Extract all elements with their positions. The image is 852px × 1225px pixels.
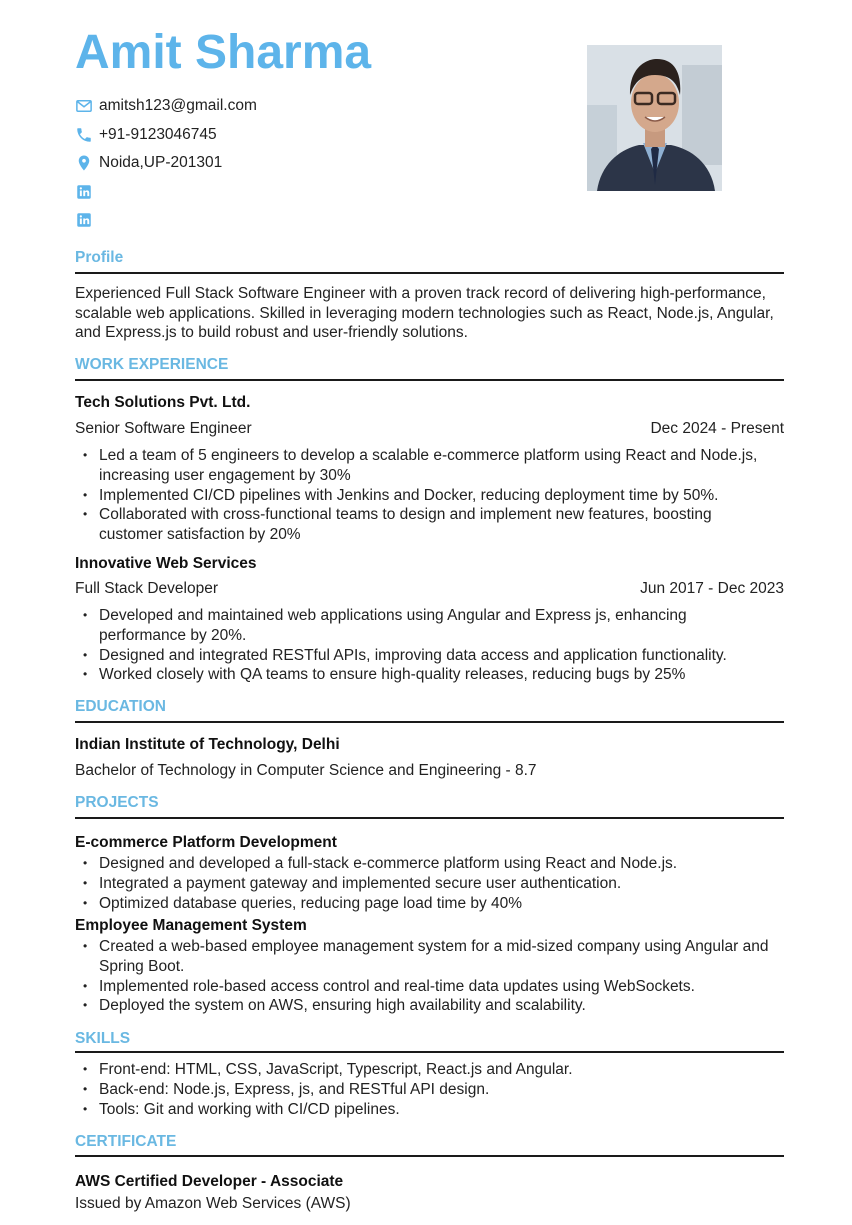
contact-list xyxy=(75,92,257,235)
section-divider xyxy=(75,817,784,819)
job-role: Senior Software Engineer xyxy=(75,420,252,437)
section-divider xyxy=(75,272,784,274)
list-item: • Worked closely with QA teams to ensure high-quality releases, reducing bugs by 25% xyxy=(75,665,770,685)
project-name: Employee Management System xyxy=(75,917,307,934)
phone-icon xyxy=(75,126,93,144)
section-title-work: WORK EXPERIENCE xyxy=(75,356,229,373)
candidate-name: Amit Sharma xyxy=(75,26,372,79)
skills-bullets xyxy=(75,1060,784,1119)
list-item: • Integrated a payment gateway and implemented secure user authentication. xyxy=(75,874,784,894)
certificate-name: AWS Certified Developer - Associate xyxy=(75,1173,344,1190)
location-text: Noida,UP-201301 xyxy=(99,154,223,172)
list-item: • Front-end: HTML, CSS, JavaScript, Typescript, React.js and Angular. xyxy=(75,1060,784,1080)
job-role-row xyxy=(75,420,784,438)
job-bullets xyxy=(75,606,770,685)
job-company: Tech Solutions Pvt. Ltd. xyxy=(75,394,251,411)
list-item: • Led a team of 5 engineers to develop a scalable e-commerce platform using React and Node.js, increasing user engagement by 30% xyxy=(75,446,765,486)
contact-email[interactable] xyxy=(75,92,257,121)
envelope-icon xyxy=(75,97,93,115)
linkedin-icon[interactable] xyxy=(75,211,93,229)
contact-linkedin-2[interactable] xyxy=(75,206,257,235)
section-divider xyxy=(75,721,784,723)
list-item: • Collaborated with cross-functional teams to design and implement new features, boosting customer satisfaction by 20% xyxy=(75,505,765,545)
job-dates: Jun 2017 - Dec 2023 xyxy=(640,580,784,597)
list-item: • Implemented role-based access control and real-time data updates using WebSockets. xyxy=(75,977,780,997)
list-item: • Tools: Git and working with CI/CD pipelines. xyxy=(75,1100,784,1120)
job-bullets xyxy=(75,446,765,545)
list-item: • Deployed the system on AWS, ensuring high availability and scalability. xyxy=(75,996,780,1016)
project-bullets xyxy=(75,854,784,913)
job-role-row xyxy=(75,580,784,598)
project-name: E-commerce Platform Development xyxy=(75,834,337,851)
profile-photo xyxy=(587,45,722,191)
section-title-profile: Profile xyxy=(75,249,124,266)
list-item: • Implemented CI/CD pipelines with Jenkins and Docker, reducing deployment time by 50%. xyxy=(75,486,765,506)
profile-summary: Experienced Full Stack Software Engineer with a proven track record of delivering high-performance, scalable web applications. Skilled in leveraging modern technologies such as React, Node.js, Angular, and Express.js to build robust and user-friendly solutions. xyxy=(75,285,774,341)
education-degree: Bachelor of Technology in Computer Science and Engineering - 8.7 xyxy=(75,762,537,779)
section-divider xyxy=(75,1155,784,1157)
job-company: Innovative Web Services xyxy=(75,555,257,572)
section-divider xyxy=(75,379,784,381)
list-item: • Designed and developed a full-stack e-commerce platform using React and Node.js. xyxy=(75,854,784,874)
project-bullets xyxy=(75,937,780,1016)
section-divider xyxy=(75,1051,784,1053)
contact-phone[interactable] xyxy=(75,121,257,150)
list-item: • Developed and maintained web applications using Angular and Express js, enhancing performance by 20%. xyxy=(75,606,770,646)
job-dates: Dec 2024 - Present xyxy=(650,420,784,437)
contact-location xyxy=(75,149,257,178)
education-school: Indian Institute of Technology, Delhi xyxy=(75,736,340,753)
section-title-certificate: CERTIFICATE xyxy=(75,1133,177,1150)
email-text: amitsh123@gmail.com xyxy=(99,97,257,115)
contact-linkedin-1[interactable] xyxy=(75,178,257,207)
section-title-education: EDUCATION xyxy=(75,698,166,715)
section-title-skills: SKILLS xyxy=(75,1030,131,1047)
list-item: • Created a web-based employee management system for a mid-sized company using Angular and Spring Boot. xyxy=(75,937,780,977)
linkedin-icon[interactable] xyxy=(75,183,93,201)
phone-text: +91-9123046745 xyxy=(99,125,217,143)
list-item: • Back-end: Node.js, Express, js, and RESTful API design. xyxy=(75,1080,784,1100)
job-role: Full Stack Developer xyxy=(75,580,219,597)
list-item: • Designed and integrated RESTful APIs, improving data access and application functionality. xyxy=(75,646,770,666)
section-title-projects: PROJECTS xyxy=(75,794,159,811)
location-pin-icon xyxy=(75,154,93,172)
list-item: • Optimized database queries, reducing page load time by 40% xyxy=(75,894,784,914)
certificate-issuer: Issued by Amazon Web Services (AWS) xyxy=(75,1195,351,1212)
portrait-illustration xyxy=(587,45,722,191)
